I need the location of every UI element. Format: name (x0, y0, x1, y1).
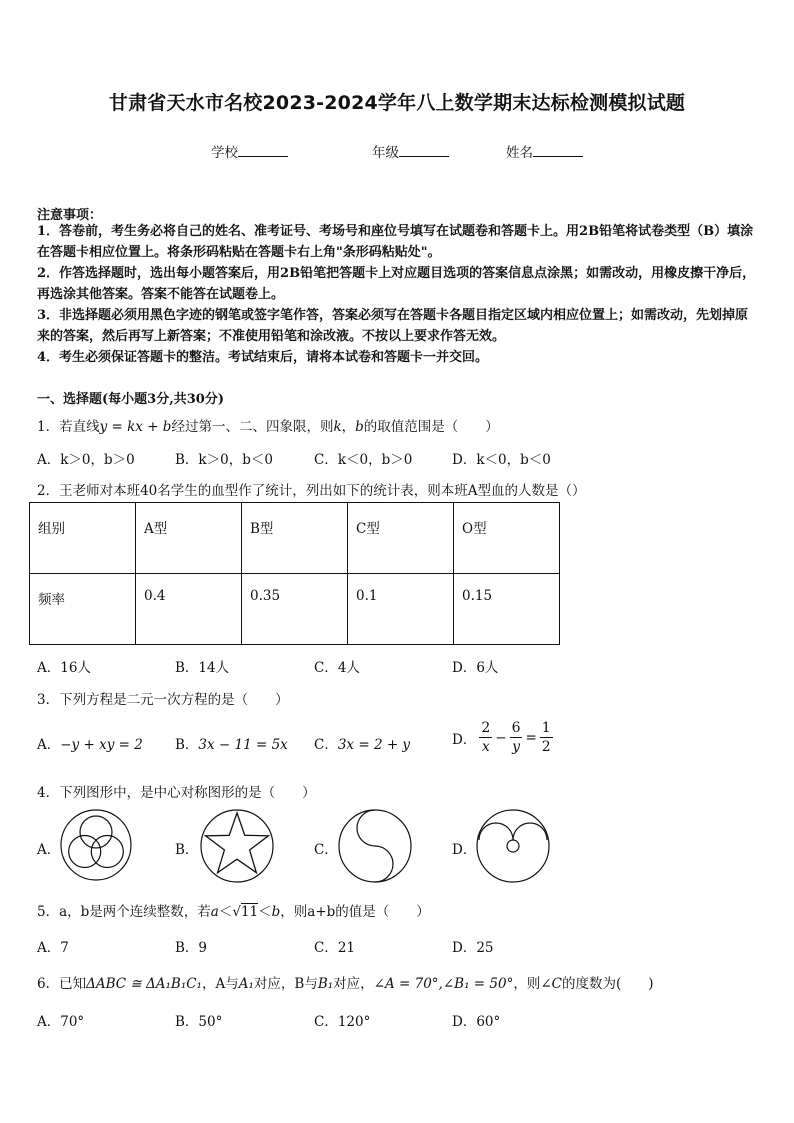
q5-var-b: b (271, 904, 281, 920)
section-heading: 一、选择题(每小题3分,共30分) (37, 392, 224, 407)
q1-var-k: k (333, 419, 342, 435)
fraction-numerator: 1 (541, 720, 551, 736)
table-cell: 0.15 (454, 574, 560, 645)
trefoil-circle-figure[interactable] (59, 808, 133, 882)
q1-option-a[interactable]: A．k＞0，b＞0 (37, 452, 135, 468)
table-cell: O型 (454, 503, 560, 574)
page-title: 甘肃省天水市名校2023-2024学年八上数学期末达标检测模拟试题 (108, 92, 686, 114)
q6-b1: B₁ (317, 976, 334, 992)
question-6 (37, 972, 654, 992)
school-label: 学校 (211, 145, 238, 161)
q6-text-4: 对应， (333, 976, 374, 992)
fraction-numerator: 2 (481, 720, 491, 736)
q6-text-6: 的度数为( ) (561, 976, 654, 992)
q2-option-a[interactable]: A．16人 (37, 660, 91, 676)
q5-text-2: ，则a+b的值是（ ） (280, 904, 430, 920)
q1-text-1: 1．若直线 (37, 419, 100, 435)
school-blank[interactable] (238, 143, 288, 157)
table-cell: 组别 (30, 503, 136, 574)
table-cell: 0.35 (242, 574, 348, 645)
q3-option-c-expr: 3x = 2 + y (337, 737, 411, 753)
q6-angles: ∠A = 70°,∠B₁ = 50° (373, 976, 514, 992)
q6-angle-c: ∠C (540, 976, 562, 992)
q3-option-a-label: A． (37, 737, 61, 753)
grade-field (372, 141, 449, 161)
yin-yang-figure[interactable] (337, 808, 413, 884)
fraction-denominator: x (481, 739, 490, 755)
fraction-denominator: 2 (541, 739, 551, 755)
heart-circle-figure[interactable] (475, 808, 551, 884)
q6-text-1: 6．已知 (37, 976, 87, 992)
q3-option-d[interactable] (452, 719, 553, 756)
q3-option-d-equals: = (525, 729, 537, 746)
blood-type-table (29, 502, 560, 645)
table-cell: A型 (136, 503, 242, 574)
table-cell: 0.1 (348, 574, 454, 645)
q1-option-b[interactable]: B．k＞0，b＜0 (175, 452, 273, 468)
q3-option-b-label: B． (175, 737, 199, 753)
name-label: 姓名 (506, 145, 533, 161)
q1-option-c[interactable]: C．k＜0，b＞0 (314, 452, 413, 468)
question-1 (37, 415, 499, 435)
table-cell: C型 (348, 503, 454, 574)
q5-option-b[interactable]: B．9 (175, 940, 208, 956)
q3-option-d-label: D． (452, 731, 477, 748)
q1-text-2: 经过第一、二、四象限，则 (171, 419, 334, 435)
question-5 (37, 900, 430, 920)
q2-option-c[interactable]: C．4人 (314, 660, 360, 676)
q5-text-1: 5．a，b是两个连续整数，若 (37, 904, 211, 920)
star-in-circle-figure[interactable] (199, 808, 275, 884)
q3-option-d-operator: − (495, 729, 507, 746)
q5-less-than: ＜ (258, 904, 272, 920)
q5-less-than: ＜ (218, 904, 233, 920)
note-item: 1．答卷前，考生务必将自己的姓名、准考证号、考场号和座位号填写在试题卷和答题卡上。用2B铅笔将试卷类型（B）填涂在答题卡相应位置上。将条形码粘贴在答题卡右上角"条形码粘贴处"。 (37, 224, 754, 260)
q4-option-d-label[interactable]: D． (452, 842, 477, 858)
name-field (506, 141, 583, 161)
q3-option-c[interactable] (314, 733, 410, 753)
note-item: 4．考生必须保证答题卡的整洁。考试结束后，请将本试卷和答题卡一并交回。 (37, 350, 489, 365)
q5-var-a: a (210, 904, 219, 920)
q1-var-b: b (355, 419, 364, 435)
q6-text-2: ，A与 (201, 976, 239, 992)
q1-sep: ， (341, 419, 356, 435)
sqrt-symbol: √ (232, 904, 241, 920)
name-blank[interactable] (533, 143, 583, 157)
q2-option-d[interactable]: D．6人 (452, 660, 499, 676)
notes-heading: 注意事项： (37, 208, 103, 223)
q4-option-c-label[interactable]: C． (314, 842, 338, 858)
table-row (30, 574, 560, 645)
q1-text-3: 的取值范围是（ ） (363, 419, 499, 435)
table-cell: 频率 (30, 574, 136, 645)
q6-option-c[interactable]: C．120° (314, 1014, 371, 1030)
table-cell: 0.4 (136, 574, 242, 645)
q5-option-d[interactable]: D．25 (452, 940, 494, 956)
q6-text-5: ，则 (513, 976, 541, 992)
q3-option-a-expr: −y + xy = 2 (60, 737, 143, 753)
q3-option-b[interactable] (175, 733, 288, 753)
q3-option-c-label: C． (314, 737, 338, 753)
fraction (479, 719, 492, 756)
fraction-denominator: y (512, 739, 520, 755)
q3-option-b-expr: 3x − 11 = 5x (198, 737, 288, 753)
q6-a1: A₁ (238, 976, 254, 992)
q6-congruence: ΔABC ≅ ΔA₁B₁C₁ (86, 976, 202, 992)
q4-option-a-label[interactable]: A． (37, 842, 61, 858)
q3-option-a[interactable] (37, 733, 143, 753)
q4-option-b-label[interactable]: B． (175, 842, 199, 858)
fraction-numerator: 6 (511, 720, 521, 736)
table-cell: B型 (242, 503, 348, 574)
grade-blank[interactable] (399, 143, 449, 157)
fraction (510, 719, 523, 756)
q5-option-c[interactable]: C．21 (314, 940, 356, 956)
question-2: 2．王老师对本班40名学生的血型作了统计，列出如下的统计表，则本班A型血的人数是（） (37, 483, 586, 499)
q6-option-d[interactable]: D．60° (452, 1014, 501, 1030)
q1-option-d[interactable]: D．k＜0，b＜0 (452, 452, 551, 468)
q2-option-b[interactable]: B．14人 (175, 660, 230, 676)
q5-radicand: 11 (240, 904, 259, 920)
grade-label: 年级 (372, 145, 399, 161)
table-row (30, 503, 560, 574)
note-item: 2．作答选择题时，选出每小题答案后，用2B铅笔把答题卡上对应题目选项的答案信息点涂黑；如需改动，用橡皮擦干净后，再选涂其他答案。答案不能答在试题卷上。 (37, 266, 756, 302)
q1-equation: y = kx + b (99, 419, 172, 435)
q6-option-a[interactable]: A．70° (37, 1014, 85, 1030)
question-4: 4．下列图形中，是中心对称图形的是（ ） (37, 785, 316, 801)
fraction (540, 719, 553, 756)
q6-text-3: 对应，B与 (253, 976, 318, 992)
question-3: 3．下列方程是二元一次方程的是（ ） (37, 692, 289, 708)
q5-option-a[interactable]: A．7 (37, 940, 69, 956)
school-field (211, 141, 288, 161)
note-item: 3．非选择题必须用黑色字迹的钢笔或签字笔作答，答案必须写在答题卡各题目指定区域内相应位置上；如需改动，先划掉原来的答案，然后再写上新答案；不准使用铅笔和涂改液。不按以上要求作答无效。 (37, 308, 749, 344)
q6-option-b[interactable]: B．50° (175, 1014, 223, 1030)
